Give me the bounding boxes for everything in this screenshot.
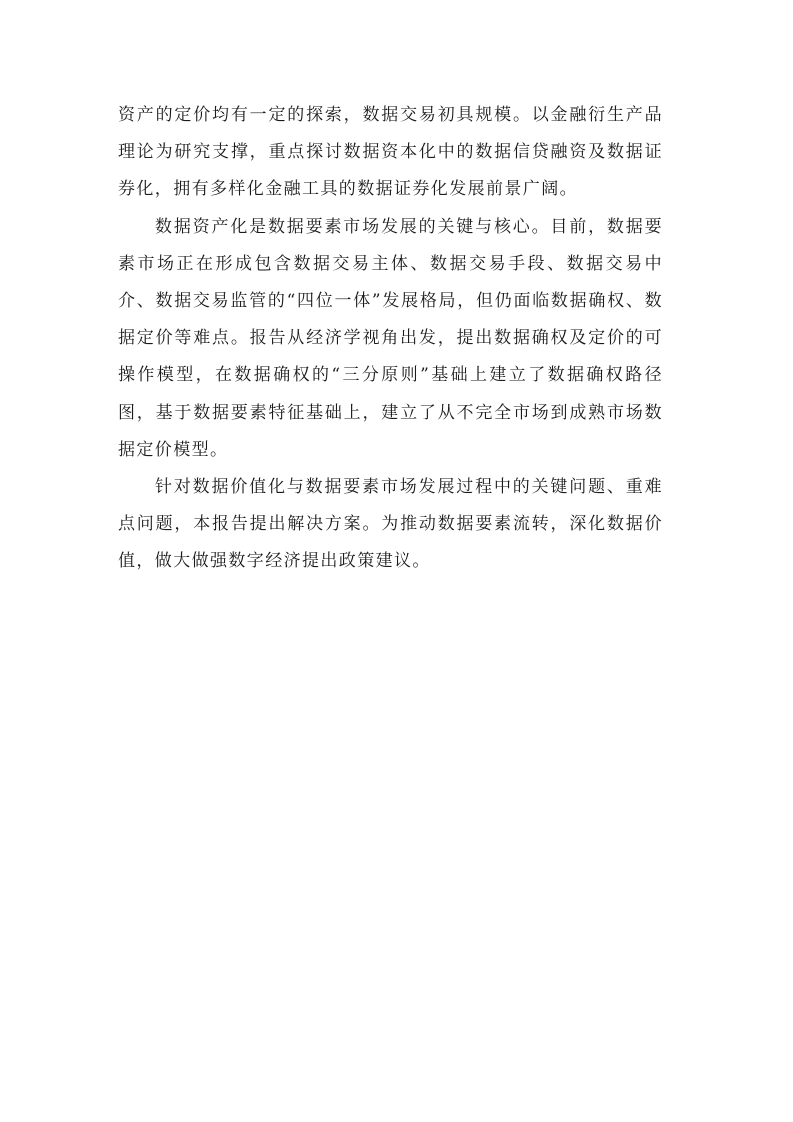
document-body: [118, 97, 663, 581]
paragraph-continuation: 资产的定价均有一定的探索，数据交易初具规模。以金融衍生产品理论为研究支撑，重点探讨数据资本化中的数据信贷融资及数据证券化，拥有多样化金融工具的数据证券化发展前景广阔。: [118, 105, 663, 200]
paragraph-data-assetization: 数据资产化是数据要素市场发展的关键与核心。目前，数据要素市场正在形成包含数据交易主体、数据交易手段、数据交易中介、数据交易监管的“四位一体”发展格局，但仍面临数据确权、数据定价等难点。报告从经济学视角出发，提出数据确权及定价的可操作模型，在数据确权的“三分原则”基础上建立了数据确权路径图，基于数据要素特征基础上，建立了从不完全市场到成熟市场数据定价模型。: [118, 216, 663, 460]
paragraph-solutions: 针对数据价值化与数据要素市场发展过程中的关键问题、重难点问题，本报告提出解决方案。为推动数据要素流转，深化数据价值，做大做强数字经济提出政策建议。: [118, 477, 663, 572]
